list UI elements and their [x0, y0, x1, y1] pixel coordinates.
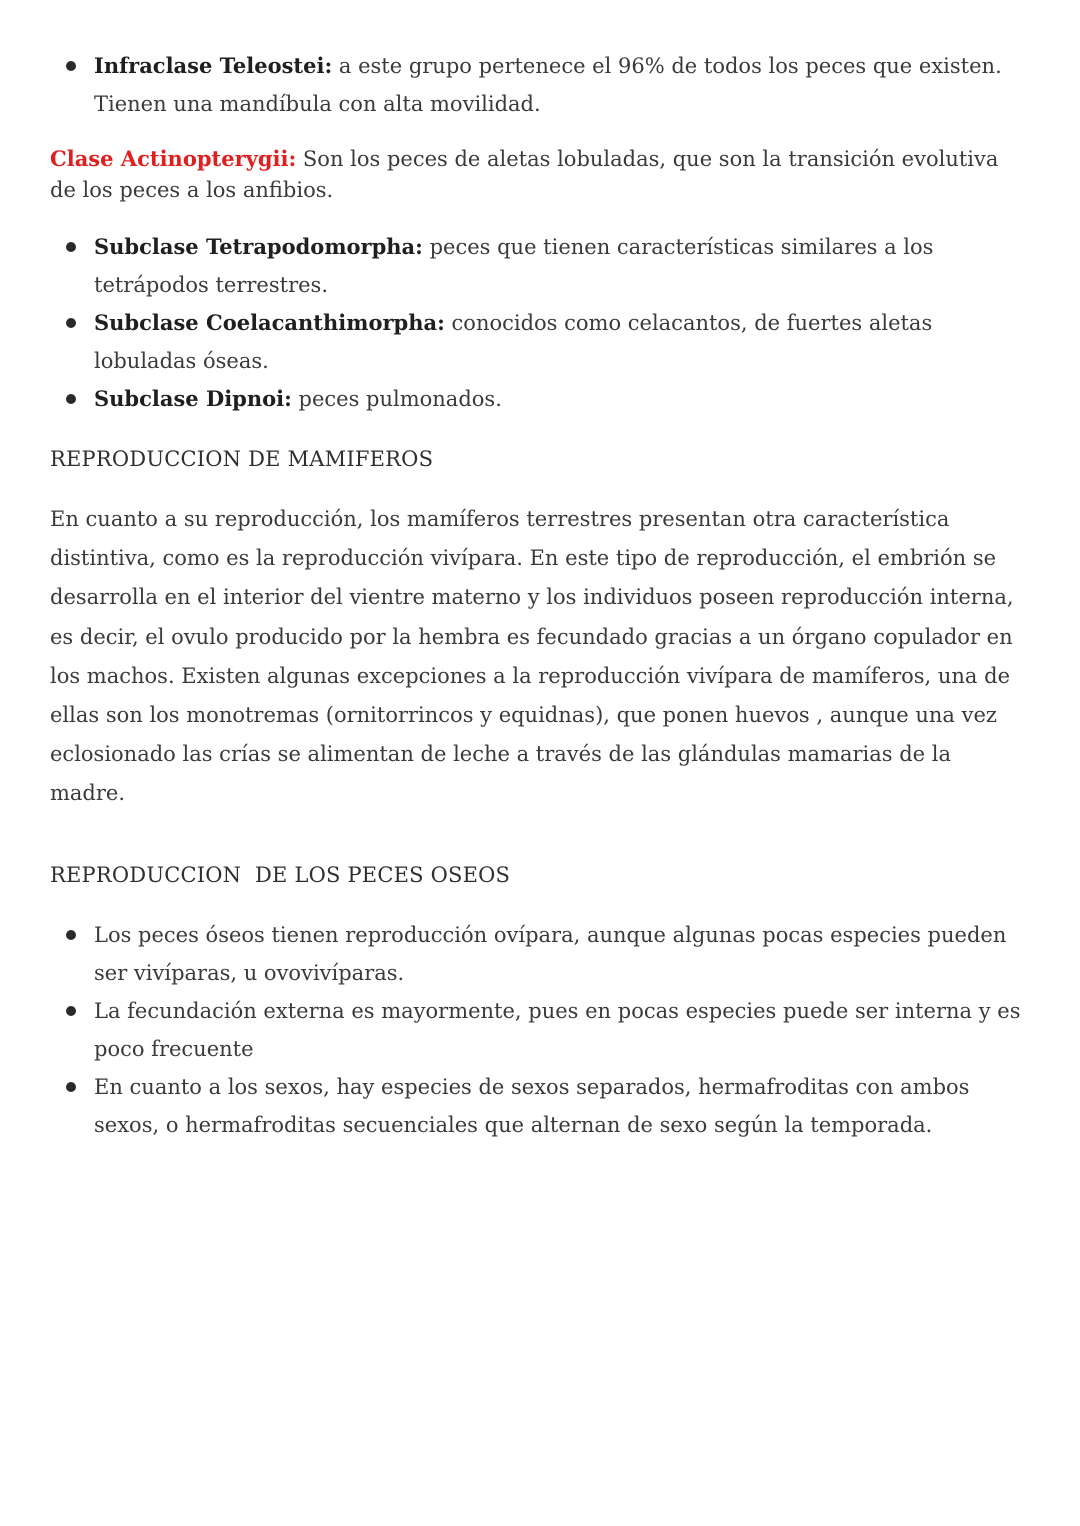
bullet-icon	[66, 242, 76, 252]
actinopterygii-text: Son los peces de aletas lobuladas, que son la transición evolutiva de los peces a los anfibios.	[50, 147, 999, 202]
teleostei-list	[50, 47, 1030, 123]
list-item	[50, 228, 1030, 304]
item-text: Los peces óseos tienen reproducción ovípara, aunque algunas pocas especies pueden ser vivíparas, u ovovivíparas.	[94, 923, 1007, 985]
item-text: En cuanto a los sexos, hay especies de sexos separados, hermafroditas con ambos sexos, o hermafroditas secuenciales que alternan de sexo según la temporada.	[94, 1075, 970, 1137]
bullet-icon	[66, 394, 76, 404]
item-text: conocidos como celacantos, de fuertes aletas lobuladas óseas.	[94, 311, 933, 373]
item-term: Subclase Tetrapodomorpha:	[94, 234, 423, 259]
mamiferos-heading: REPRODUCCION DE MAMIFEROS	[50, 447, 434, 471]
mamiferos-paragraph: En cuanto a su reproducción, los mamíferos terrestres presentan otra característica distintiva, como es la reproducción vivípara. En este tipo de reproducción, el embrión se desarrolla en el interior del vientre materno y los individuos poseen reproducción interna, es decir, el ovulo producido por la hembra es fecundado gracias a un órgano copulador en los machos. Existen algunas excepciones a la reproducción vivípara de mamíferos, una de ellas son los monotremas (ornitorrincos y equidnas), que ponen huevos , aunque una vez eclosionado las crías se alimentan de leche a través de las glándulas mamarias de la madre.	[50, 507, 1014, 806]
peces-oseos-list	[50, 916, 1030, 1144]
item-term: Infraclase Teleostei:	[94, 53, 333, 78]
item-term: Subclase Dipnoi:	[94, 386, 292, 411]
list-item	[50, 916, 1030, 992]
subclases-list	[50, 228, 1030, 418]
bullet-icon	[66, 1082, 76, 1092]
bullet-icon	[66, 930, 76, 940]
actinopterygii-term: Clase Actinopterygii:	[50, 146, 297, 171]
actinopterygii-paragraph	[50, 143, 1030, 206]
bullet-icon	[66, 318, 76, 328]
item-text: peces pulmonados.	[291, 387, 502, 411]
item-text: peces que tienen características similares a los tetrápodos terrestres.	[94, 235, 934, 297]
item-text: La fecundación externa es mayormente, pues en pocas especies puede ser interna y es poco frecuente	[94, 999, 1021, 1061]
list-item	[50, 304, 1030, 380]
list-item	[50, 992, 1030, 1068]
bullet-icon	[66, 1006, 76, 1016]
bullet-icon	[66, 61, 76, 71]
item-text: a este grupo pertenece el 96% de todos los peces que existen. Tienen una mandíbula con alta movilidad.	[94, 54, 1002, 116]
peces-oseos-heading: REPRODUCCION DE LOS PECES OSEOS	[50, 863, 511, 887]
list-item	[50, 380, 1030, 418]
item-term: Subclase Coelacanthimorpha:	[94, 310, 445, 335]
list-item	[50, 47, 1030, 123]
list-item	[50, 1068, 1030, 1144]
